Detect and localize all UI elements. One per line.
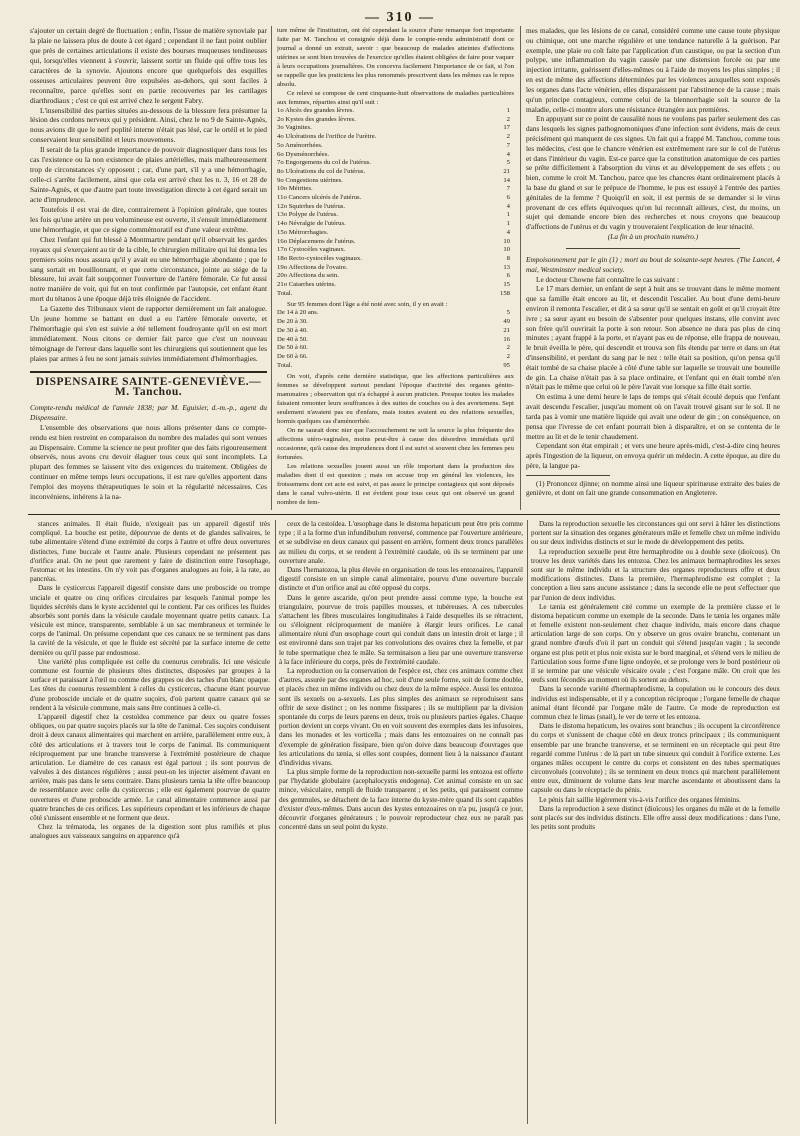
paragraph: On ne saurait donc nier que l'accouchement ne soit la source la plus fréquente des affections utéro-vaginales, moins peut-être à cause des désordres immédiats qu'il occasionne, qu'à cause des imprudences dont il est suivi si souvent chez les femmes peu fortunées.: [277, 427, 514, 462]
row-label: 8o Ulcérations du col de l'utérus.: [277, 167, 366, 175]
paragraph: Dans l'hematozoa, la plus élevée en organisation de tous les entozoaires, l'appareil digestif consiste en un simple canal alimentaire, pourvu d'une ouverture buccale distincte et d'un orifice anal au côté opposé du corps.: [279, 565, 523, 593]
paragraph: Le pénis fait saillie légèrement vis-à-vis l'orifice des organes féminins.: [539, 795, 741, 804]
row-count: 7: [506, 185, 510, 193]
row-count: 4: [506, 228, 510, 236]
table-row: [277, 124, 514, 133]
paragraph: L'ensemble des observations que nous allons présenter dans ce compte-rendu est bien restreint en comparaison du nombre des malades qui sont venues au Dispensaire. Comme la science ne peut profiter que des faits rigoureusement observés, nous avons cru devoir élaguer tous ceux qui sont incomplets. La plupart des femmes se laissent vite des exigences du traitement. Obligées de continuer en même temps leurs occupations, il est rare qu'elles apportent dans l'emploi des moyens thérapeutiques le soin et la régularité nécessaires. Ces inconvéniens, inhérens à la na-: [30, 422, 267, 502]
diseases-table: [277, 107, 514, 298]
table-row: [277, 229, 514, 238]
horizontal-rule: [28, 514, 780, 515]
row-label: 12o Squirrhes de l'utérus.: [277, 202, 346, 210]
paragraph: Dans le cysticercus l'appareil digestif consiste dans une proboscide ou trompe unciale et quatre ou cinq orifices circulaires par lesquels l'animal pompe les liquides sécrétés dans le kyste accidentel qui le contient. Par ces orifices les fluides absorbés sont portés dans la vésicule caudale moyennant quatre petits canaux. La vésicule est mince, transparente, semblable à un sac membraneux et terminée le corps de l'animal. On présume cependant que ces canaux ne se terminent pas dans la cavité de la vésicule, et que le fluide est sécrété par la surface interne de cette dernière ou qu'il passe par endosmose.: [30, 584, 270, 657]
table-row: [277, 344, 514, 353]
section-divider: [30, 371, 267, 373]
row-count: 10: [503, 237, 510, 245]
table-row: [277, 151, 514, 160]
table-row: [277, 238, 514, 247]
table-row: [277, 203, 514, 212]
row-count: 5: [506, 309, 510, 317]
row-count: 7: [506, 141, 510, 149]
page-number: — 310 —: [365, 10, 435, 25]
paragraph: On estima à une demi heure le laps de temps qui s'était écoulé depuis que l'enfant avait descendu l'escalier, jusqu'au moment où on l'avait trouvé gisant sur le sol. Il ne tarda pas à vomir une matière liquide qui avait une odeur de gin ; on conséquence, on pensa que l'ivresse de cet enfant pourrait bien à disparaître, et on se contenta de le mettre au lit et de le tenir chaudement.: [526, 392, 780, 441]
row-label: 21o Catarrhes utérins.: [277, 281, 336, 289]
diseases-total-label: Total.: [277, 289, 293, 297]
paragraph: Le 17 mars dernier, un enfant de sept à huit ans se trouvant dans le même moment que sa famille était encore au lit, et descendit l'escalier. Au bout d'une demi-heure environ il remonta l'escalier, et dit à sa sœur qu'il se sentait en goût et qu'il croyait être ivre ; sa sœur ayant eu besoin de s'absenter pour quelques instans, elle convint avec son frère qu'il ouvrirait la porte à son retour. Son absence ne dura pas plus de cinq minutes ; ayant frappé à la porte, et n'ayant pas eu de réponse, elle frappa de nouveau, le bruit éveilla le père, qui descendit et trouva son fils étendu par terre et dans un état d'insensibilité, et perdant du sang par le nez : telle était sa position, qu'on pensa qu'il était tombé de sa chaise placée à côté d'une table sur laquelle se trouvait une bouteille de gin. La chaise n'était pas à sa place ordinaire, et l'enfant qui en était tombé n'en n'était pas le même que celui où le père l'avait vue lorsque sa fille était sortie.: [526, 284, 780, 392]
table-row: [277, 309, 514, 318]
row-count: 14: [503, 176, 510, 184]
row-label: 2o Kystes des grandes lèvres.: [277, 115, 356, 123]
row-label: 17o Cystocèles vaginaux.: [277, 246, 346, 254]
row-label: De 20 à 30.: [277, 318, 308, 326]
continued-note: [526, 232, 780, 242]
table-row: [277, 272, 514, 281]
table-row: [277, 246, 514, 255]
section-title: DISPENSAIRE SAINTE-GENEVIÈVE.—M. Tanchou.: [35, 375, 262, 398]
lower-column-left: [30, 520, 270, 842]
paragraph: Dans la reproduction à sexe distinct (dioïcous) les organes du mâle et de la femelle sont placés sur des individus distincts. Elle offre aussi deux modifications : dans l'une, les petits sont produits: [531, 804, 780, 832]
row-label: 14o Névralgie de l'utérus.: [277, 220, 346, 228]
row-label: 6o Dysménorrhées.: [277, 150, 330, 158]
paragraph: La Gazette des Tribunaux vient de rapporter dernièrement un fait analogue. Un jeune homme se battant en duel a eu l'artère fémorale ouverte, et l'hémorrhagie qui s'en est suivie a été tellement foudroyante qu'il en est mort immédiatement. Nous citons ce dernier fait parce que c'est un nouveau témoignage de l'erreur dans laquelle sont les chirurgiens qui soutiennent que les plaies par armes à feu ne sont jamais suivies immédiatement d'hémorrhagies.: [30, 304, 267, 363]
row-count: 6: [506, 194, 510, 202]
report-intro-text: Compte-rendu médical de l'année 1838; par M. Eguisier, d.-m.-p., agent du Dispensaire.: [30, 402, 267, 422]
column-separator: [520, 26, 521, 510]
column-separator: [271, 26, 272, 510]
table-row: [277, 220, 514, 229]
row-label: 5o Aménorrhées.: [277, 141, 323, 149]
paragraph: Sur 95 femmes dont l'âge a été noté avec soin, il y en avait :: [287, 301, 448, 309]
row-count: 4: [506, 202, 510, 210]
row-count: 8: [506, 254, 510, 262]
row-label: 3o Vaginites.: [277, 124, 312, 132]
row-count: 16: [503, 335, 510, 343]
table-row: [277, 107, 514, 116]
paragraph: ture même de l'institution, ont été cependant la source d'une remarque fort importante faite par M. Tanchou et consignée déjà dans le compte-rendu administratif dont ce journal a donné un extrait, savoir : que beaucoup de malades atteintes d'affections utérines se sont bien trouvées de l'exercice qu'elles étaient obligées de faire pour vaquer à leurs occupations journalières. On concevra facilement l'importance de ce fait, si l'on se rappelle que les praticiens les plus renommés prescrivent dans les mêmes cas le repos absolu.: [277, 27, 514, 88]
row-label: 1o Abcès des grandes lèvres.: [277, 107, 355, 114]
paragraph: Toutefois il est vrai de dire, contrairement à l'opinion générale, que toutes les fois qu'une artère un peu volumineuse est ouverte, il s'ensuit immédiatement une hémorrhagie, et que ce signe commémoratif est d'une valeur extrême.: [30, 204, 267, 234]
paragraph: ceux de la cestoïdea. L'œsophage dans le distoma hepaticum peut être pris comme type ; il a la forme d'un infundibulum renversé, commence par l'ouverture antérieure, et se subdivise en deux canaux qui passent en arrière, forment deux troncs parallèles au milieu du corps, et se rendent à l'extrémité caudale, où ils se terminent par une ouverture anale.: [279, 520, 523, 565]
row-label: 10o Métrites.: [277, 185, 313, 193]
footnote-divider: [526, 475, 610, 476]
row-count: 21: [503, 167, 510, 175]
row-count: 1: [506, 211, 510, 219]
row-label: De 40 à 50.: [277, 335, 308, 343]
paragraph: Les relations sexuelles jouent aussi un rôle important dans la production des maladies dont il est question ; mais on accuse trop en général les violences, les froissemens dont cet acte est suivi, et pas assez le principe contagieux qui sont déposés dans le canal vulvo-utérin. Il est évident pour tous ceux qui ont observé un grand nombre de fem-: [277, 463, 514, 507]
row-label: De 14 à 20 ans.: [277, 309, 319, 317]
paragraph: Dans le distoma hepaticum, les ovaires sont branchus ; ils occupent la circonférence du corps et s'unissent de chaque côté en deux troncs principaux ; ils communiquent ensemble par une branche transverse, et se terminent en un réceptacle qui peut être regardé comme l'utérus : de là part un tube sinueux qui conduit à l'orifice externe. Les organes mâles occupent le centre du corps et consistent en des tubes spermatiques circonvolués (convolute) ; ils se terminent en deux troncs qui marchent parallèlement entre eux, diminuent de volume dans leur marche ascendante et aboutissent dans la capsule ou dans le réceptacle du pénis.: [531, 722, 780, 795]
table-row: [277, 159, 514, 168]
row-count: 13: [503, 263, 510, 271]
column-left: [30, 26, 267, 502]
ages-table: [277, 309, 514, 370]
row-count: 21: [503, 326, 510, 334]
table-row: [277, 142, 514, 151]
paragraph: L'insensibilité des parties situées au-dessous de la blessure fera présumer la lésion des cordons nerveux qui y président. Ainsi, chez le no 9 de Sainte-Agnès, nous avions dit que le nerf poplité interne n'était pas lésé, car le ortéil et le pied conservaient leur sensibilité et leurs mouvemens.: [30, 105, 267, 145]
row-count: 4: [506, 150, 510, 158]
paragraph: La reproduction ou la conservation de l'espèce est, chez ces animaux comme chez d'autres, assurée par des organes ad hoc, soit d'une seule forme, soit de forme double, et placés chez un même individu ou chez deux de la même espèce. Aussi les entozoa sont ils sexuels ou a-sexuels. Les plus simples des animaux se reproduisent sans offrir de sexe distinct ; on les nomme fissipares ; ils se multiplient par la division spontanée du corps de leurs parens en deux, trois ou plusieurs parties égales. Chaque portion devient un corps vivant. On en voit souvent des exemples dans les infusoires, dans les monades et les vorticella ; mais dans les entozoaires on ne connaît pas d'exemple de génération fissipare, bien qu'on doive dans beaucoup d'ouvrages que les articulations du tænia, si elles sont coupées, donnent lieu à la naissance d'autant d'individus vivans.: [279, 667, 523, 767]
paragraph: stances animales. Il était fluide, n'exigeait pas un appareil digestif très compliqué. La bouche est petite, dépourvue de dents et de glandes salivaires, le tube alimentaire s'étend d'une extrémité du corps à l'autre et offre deux ouvertures distinctes, l'une buccale et l'autre anale. Plusieurs cependant ne présentent pas d'orifice anal. On ne peut que rarement y faire de distinction entre l'œsophage, l'estomac et les intestins. On n'y voit pas d'organes analogues au foie, à la rate, au pancréas.: [30, 520, 270, 584]
row-label: 4o Ulcérations de l'orifice de l'urètre.: [277, 133, 377, 141]
row-count: 1: [506, 220, 510, 228]
row-count: 49: [503, 318, 510, 326]
article-heading: [526, 255, 780, 275]
column-right: [526, 26, 780, 498]
row-label: 16o Déplacemens de l'utérus.: [277, 237, 356, 245]
table-row: [277, 353, 514, 362]
paragraph: Cependant son état empirait ; et vers une heure après-midi, c'est-à-dire cinq heures après l'ingestion de la liqueur, on envoya quérir un médecin. A cette époque, au dire du père, la langue pa-: [526, 441, 780, 470]
paragraph: Dans le genre ascaride, qu'on peut prendre aussi comme type, la bouche est triangulaire, pourvue de trois papilles mousses, et tubéreuses. A ces tubercules s'attachent les fibres musculaires longitudinales à l'aide desquelles ils se rétractent, ou s'éloignent réciproquement de manière à élargir leurs orifices. Le canal alimentaire réuni d'un œsophage court qui conduit dans un intestin droit et large ; il est environné dans son trajet par les convolutions des ovaires chez la femelle, et par le tube spermatique chez le mâle. Sa terminaison a lieu par une ouverture transverse à la face inférieure du corps, près de l'extrémité caudale.: [279, 593, 523, 666]
paragraph: mes malades, que les lésions de ce canal, considéré comme une cause toute physique ou chimique, ont une marche régulière et une tendance naturelle à la guérison. Par exemple, une plaie ou coït faite par l'application d'un caustique, ou par la section d'un polype, une inflammation du vagin causée par une distension forcée ou par une injection irritante, guérissent d'elles-mêmes ou à l'aide de moyens les plus simples ; il en est de même des affections déterminées par les violences auxquelles sont exposés les organes dans l'acte vénérien, elles disparaissent par l'abstinence de la cause ; mais qu'un principe contagieux, comme celui de la blennorrhagie soit la source de la maladie, celle-ci montre alors une résistance étrangère aux premières.: [526, 26, 780, 114]
table-row: [277, 281, 514, 290]
table-row: [277, 336, 514, 345]
table-row: [277, 133, 514, 142]
row-count: 2: [506, 352, 510, 360]
row-count: 6: [506, 272, 510, 280]
footnote: (1) Prononcez djinne; on nomme ainsi une liqueur spiritueuse extraite des baies de genièvre, et dont on fait une grande consommation en Angleterre.: [526, 478, 780, 498]
row-label: De 30 à 40.: [277, 326, 308, 334]
row-label: 15o Métrorrhagies.: [277, 228, 329, 236]
paragraph: Dans la reproduction sexuelle les circonstances qui ont servi à hâter les distinctions portent sur la situation des organes générateurs mâle et femelle chez un même individu ou sur deux individus distincts et sur le mode de développement des petits.: [531, 520, 780, 547]
column-separator: [527, 520, 528, 1124]
diseases-total-row: [277, 290, 514, 299]
paragraph: La plus simple forme de la reproduction non-sexuelle parmi les entozoa est offerte par l'hydatide globulaire (acephalocystis endogena). Cet animal consiste en un sac mince, vésiculaire, rempli de fluide transparent ; et les petits, qui paraissent comme des gemmules, se détachent de la face interne du kyste-mère quand ils sont capables d'exister d'eux-mêmes. Dans aucun des kystes entozoaires on n'a pu, jusqu'à ce jour, découvrir d'organes générateurs ; le pouvoir reproducteur chez eux ne paraît pas concentré dans un seul point du kyste.: [279, 768, 523, 832]
table-row: [277, 116, 514, 125]
row-count: 1: [506, 107, 510, 114]
paragraph: On voit, d'après cette dernière statistique, que les affections particulières aux femmes se développent surtout pendant l'époque d'activité des organes génito-mammaires ; observation qui n'a échappé à aucun praticien. Presque toutes les malades faisaient remonter leurs souffrances à des suites de couches ou à des avortemens. Sept seulement n'avaient pas eu d'enfans, mais toutes avaient eu des relations sexuelles, hormis quelques cas d'aménorrhée.: [277, 373, 514, 426]
row-label: 13o Polype de l'utérus.: [277, 211, 339, 219]
table-row: [277, 255, 514, 264]
report-intro: [30, 403, 267, 423]
row-label: 18o Recto-cystocèles vaginaux.: [277, 254, 362, 262]
row-count: 2: [506, 133, 510, 141]
table-row: [277, 327, 514, 336]
table-row: [277, 194, 514, 203]
table-row: [277, 264, 514, 273]
lower-column-middle: [279, 520, 523, 832]
row-label: 11o Cancers ulcérés de l'utérus.: [277, 194, 362, 202]
paragraph: Une variété plus compliquée est celle du coenurus cerebralis. Ici une vésicule commune est fournie de plusieurs têtes distinctes, disposées par groupes à la surface et paraissant à l'œil nu comme des grappes ou des taches d'un blanc opaque. Les têtes du coenurus ressemblent à celles du cysticercus, chacune étant pourvue d'une proboscide unciale et de quatre suçoirs, d'où partent quatre canaux qui se rendent à la vésicule commune, mais sans être continues à celle-ci.: [30, 657, 270, 712]
ages-total-value: 95: [503, 361, 510, 369]
row-count: 10: [503, 246, 510, 254]
paragraph: Le docteur Chowne fait connaître le cas suivant :: [536, 274, 680, 284]
row-label: De 60 à 66.: [277, 352, 308, 360]
continued-note-text: (La fin à un prochain numéro.): [607, 232, 699, 242]
table-row: [277, 177, 514, 186]
article-heading-text: Empoisonnement par le gin (1) ; mort au bout de soixante-sept heures. (The Lancet, 4 mai, Westminster medical society.: [526, 254, 780, 274]
paragraph: Ce relevé se compose de cent cinquante-huit observations de maladies particulières aux femmes, réparties ainsi qu'il suit :: [277, 90, 514, 106]
paragraph: s'ajouter un certain degré de fluctuation ; enfin, l'issue de matière synoviale par la plaie ne laissera plus de doute à cet égard ; cependant il ne faut point oublier que près de certaines articulations il existe des bourses muqueuses tendineuses qui, lorsqu'elles viennent à s'ouvrir, laissent sortir un fluide qui offre tous les caractères de la synovie. Ajoutons encore que quelquefois des esquilles osseuses articulaires peuvent être expulsées au-dehors, qui sont faciles à reconnaître, parce qu'elles sont en partie recouvertes par les cartilages diarthrodiaux ; c'est ce qui est arrivé chez le sergent Fabry.: [30, 26, 267, 105]
row-label: De 50 à 60.: [277, 344, 308, 352]
article-divider: [566, 248, 740, 249]
column-separator: [275, 520, 276, 1124]
table-row: [277, 185, 514, 194]
paragraph: Chez l'enfant qui fut blessé à Montmartre pendant qu'il observait les gardes royaux qui s'exerçaient au tir de la cible, le chirurgien militaire qui lui donna les premiers soins nous assura qu'il y avait eu une hémorrhagie abondante ; que le sang sortait en bouillonnant, et que cette circonstance, jointe au siége de la blessure, lui avait fait soupçonner l'ouverture de l'artère fémorale. Ce fut aussi notre manière de voir, qui fut en tout confirmée par l'autopsie, cet enfant étant mort du tétanos à une époque déjà très éloignée de l'accident.: [30, 234, 267, 304]
row-label: 9o Congestions utérines.: [277, 176, 343, 184]
row-count: 15: [503, 281, 510, 289]
table-row: [277, 318, 514, 327]
row-label: 19o Affections de l'ovaire.: [277, 263, 348, 271]
ages-total-label: Total.: [277, 361, 293, 369]
table-row: [277, 211, 514, 220]
row-count: 2: [506, 344, 510, 352]
paragraph: Le tænia est généralement cité comme un exemple de la première classe et le distoma hepaticum comme un exemple de la seconde. Dans le tænia les organes mâle et femelle existent non-seulement chez chaque individu, mais encore dans chaque articulation large de son corps. On y observe un gros ovaire branchu, contenant un grand nombre d'œufs d'où il part un conduit qui s'étend jusqu'au vagin ; la seconde organe est plus petit et plus noir exista sur le bord marginal, et s'étend vers le milieu de l'articulation sous forme d'une ligne ondoyée, et se prolonge vers le bord postérieur où il se termine par une vésicule vésicaire ovale ; c'est l'organe mâle. On croit que les œufs sont fécondés au moment où ils sortent au dehors.: [531, 602, 780, 685]
lower-column-right: [531, 520, 780, 832]
paragraph: Dans la seconde variété d'hermaphrodisme, la copulation ou le concours des deux individus est indispensable, et il y a conception réciproque ; l'organe femelle de chaque animal étant fécondé par l'organe mâle de l'autre. Ce mode de reproduction est commun chez le limas (snail), le ver de terre et les entozoa.: [531, 685, 780, 721]
row-count: 2: [506, 115, 510, 123]
paragraph: Il serait de la plus grande importance de pouvoir diagnostiquer dans tous les cas l'existence ou la non existence de plaies artérielles, mais malheureusement trop de circonstances s'y opposent ; car, d'une part, s'il y a une hémorrhagie, celle-ci s'arrête facilement, ainsi que cela est arrivé chez les n. 3, 16 et 28 de Sainte-Agnès, et que d'autre part toute investigation directe à cet égard serait un acte d'imprudence.: [30, 145, 267, 204]
ages-total-row: [277, 362, 514, 371]
row-count: 17: [503, 124, 510, 132]
table-row: [277, 168, 514, 177]
column-middle: [277, 26, 514, 507]
row-label: 7o Engorgemens du col de l'utérus.: [277, 159, 371, 167]
diseases-total-value: 158: [499, 289, 510, 297]
paragraph: En appuyant sur ce point de causalité nous ne voulons pas parler seulement des cas dans lesquels les signes pathognomoniques d'une infection sont évidens, mais de ceux précisément qui manquent de ces signes. Un fait qui a frappé M. Tanchou, comme tous les médecins, c'est que le chancre vénérien est extrêmement rare sur le col de l'utérus et dans l'intérieur du vagin. Est-ce parce que la constitution anatomique de ces parties se prête difficilement à l'absorption du virus et au développement de ses effets ; ou bien, comme le croit M. Tanchou, parce que les chancres étant ordinairement placés à la base du gland et sur le prépuce de l'homme, le pus est essuyé à l'entrée des parties génitales de la femme ? Quoiqu'il en soit, il est permis de se demander si le virus provenant de ces effets équivoques qu'on lui reconnaît ailleurs, c'est, du moins, un sujet qui demande encore bien des recherches et nous croyons que beaucoup d'affections de l'utérus et du vagin y trouveraient l'explication de leur ténacité.: [526, 114, 780, 232]
paragraph: La reproduction sexuelle peut être hermaphrodite ou à double sexe (dioïcous). On trouve les deux variétés dans les entozoa. Chez les animaux hermaphrodites les sexes sont sur le même individu et la structure des organes reproducteurs offre et deux modifications distinctes. Dans la première, l'hermaphrodisme est complet ; la conception a lieu sans aucune assistance ; dans la seconde elle ne peut s'effectuer que par l'union de deux individus.: [531, 547, 780, 602]
paragraph: L'appareil digestif chez la cestoïdea commence par deux ou quatre fosses obliques, ou par quatre suçoirs placés sur la tête de l'animal. Ces suçoirs conduisent droit à deux canaux alimentaires qui marchent en arrière, parallèlement entre eux, à côté des articulations et à travers tout le corps de l'animal. Ils communiquent réciproquement par une branche transverse à l'extrémité postérieure de chaque articulation. Le diamètre de ces canaux est égal partout ; ils sont pourvus de valvules à des distances régulières ; aussi peut-on les injecter aisément d'avant en arrière, mais pas dans le sens contraire. Dans plusieurs tænia la tête offre beaucoup de ressemblance avec celle du cysticercus ; elle est également pourvue de quatre ouvertures et d'une proboscide armée. Le canal alimentaire commence aussi par quatre branches de ces orifices. Les supérieurs cependant et les inférieurs de chaque côté s'unissent ensemble et ne forment que deux.: [30, 712, 270, 822]
row-count: 5: [506, 159, 510, 167]
row-label: 20o Affections du sein.: [277, 272, 339, 280]
paragraph: Chez la trématoda, les organes de la digestion sont plus ramifiés et plus analogues aux vaisseaux sanguins en apparence qu'à: [30, 823, 270, 841]
